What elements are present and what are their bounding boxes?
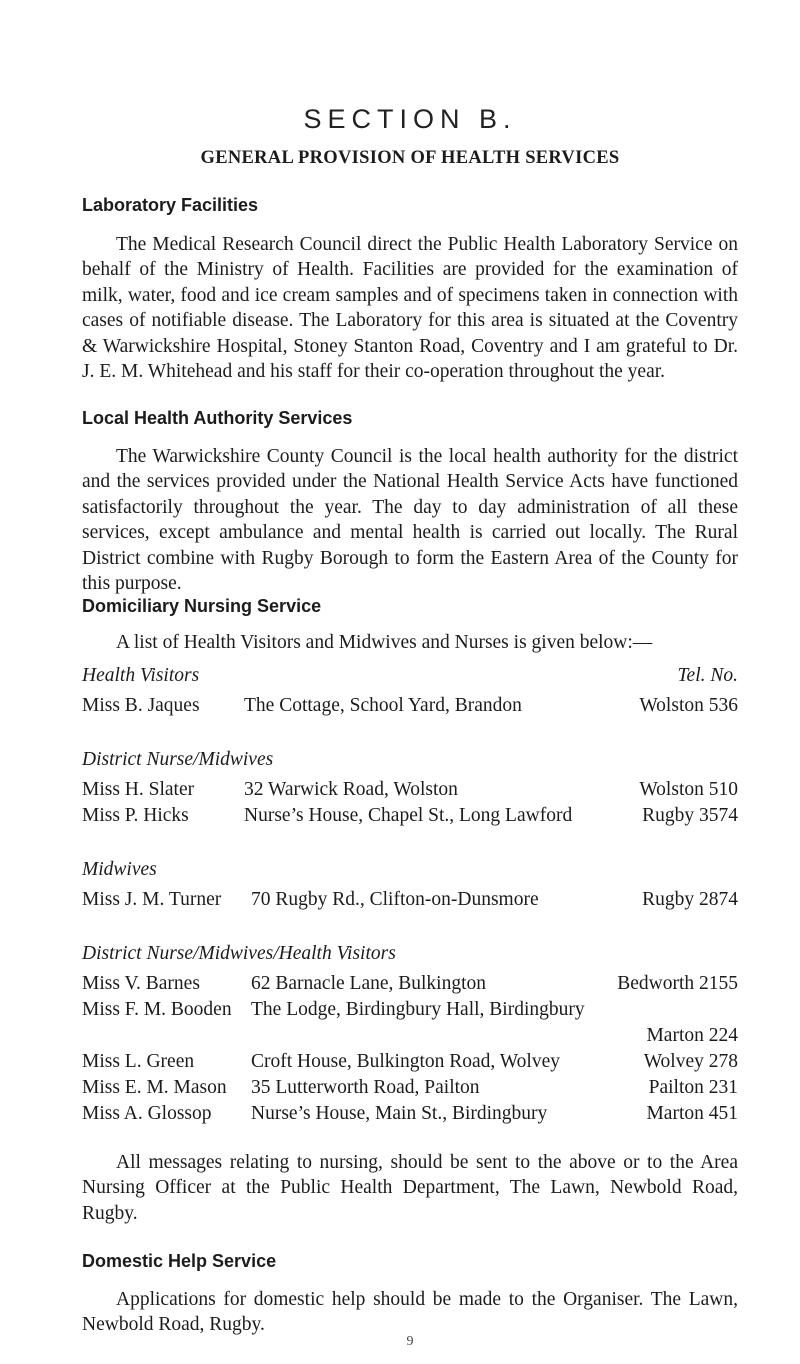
tel-column-header: Tel. No. [677, 665, 738, 686]
nurse-tel: Marton 451 [646, 1103, 738, 1124]
nurse-name: Miss A. Glossop [82, 1103, 212, 1124]
nurse-tel: Rugby 3574 [642, 805, 738, 826]
section-title: SECTION B. [303, 104, 517, 134]
nurse-name: Miss V. Barnes [82, 973, 200, 994]
lab-paragraph: The Medical Research Council direct the Public Health Laboratory Service on behalf of the Ministry of Health. Facilities are provided for the examination of milk, water, food and ice cream samples and of specimens taken in connection with cases of notifiable disease. The Laboratory for this area is situated at the Coventry & Warwickshire Hospital, Stoney Stanton Road, Coventry and I am grateful to Dr. J. E. M. Whitehead and his staff for their co-operation throughout the year. [82, 234, 738, 383]
nurse-address: 32 Warwick Road, Wolston [244, 779, 458, 800]
nurse-tel: Bedworth 2155 [617, 973, 738, 994]
table-row [82, 1103, 738, 1129]
nurse-name: Miss H. Slater [82, 779, 195, 800]
lab-heading: Laboratory Facilities [82, 195, 259, 215]
nurse-address: Nurse’s House, Chapel St., Long Lawford [244, 805, 573, 826]
nurse-address: Nurse’s House, Main St., Birdingbury [251, 1103, 548, 1124]
group-label-district-nurse-midwives: District Nurse/Midwives [82, 749, 274, 770]
local-paragraph: The Warwickshire County Council is the local health authority for the district and the services provided under the National Health Service Acts have functioned satisfactorily throughout the year. The day to day administration of all these services, except ambulance and mental health is carried out locally. The Rural District combine with Rugby Borough to form the Eastern Area of the County for this purpose. [82, 446, 738, 595]
nurse-tel: Pailton 231 [648, 1077, 738, 1098]
nurse-name: Miss F. M. Booden [82, 999, 232, 1020]
nurse-name: Miss J. M. Turner [82, 889, 222, 910]
nurse-address: The Cottage, School Yard, Brandon [244, 695, 522, 716]
nurse-address: 70 Rugby Rd., Clifton-on-Dunsmore [251, 889, 539, 910]
domiciliary-intro: A list of Health Visitors and Midwives and Nurses is given below:— [116, 632, 653, 653]
group-label-health-visitors: Health Visitors [82, 665, 200, 686]
table-row [82, 695, 738, 721]
nurse-tel: Wolston 536 [639, 695, 738, 716]
domestic-heading: Domestic Help Service [82, 1251, 277, 1271]
nurse-tel: Wolvey 278 [643, 1051, 738, 1072]
domiciliary-heading: Domiciliary Nursing Service [82, 596, 322, 616]
messages-paragraph: All messages relating to nursing, should be sent to the above or to the Area Nursing Officer at the Public Health Department, The Lawn, Newbold Road, Rugby. [82, 1152, 738, 1224]
nurse-address: The Lodge, Birdingbury Hall, Birdingbury [251, 999, 585, 1020]
domestic-paragraph: Applications for domestic help should be made to the Organiser. The Lawn, Newbold Road, Rugby. [82, 1289, 738, 1336]
nurse-address: 35 Lutterworth Road, Pailton [251, 1077, 480, 1098]
table-row [82, 805, 738, 831]
nurse-name: Miss E. M. Mason [82, 1077, 227, 1098]
table-row [82, 1077, 738, 1103]
table-row [82, 779, 738, 805]
nurse-address: 62 Barnacle Lane, Bulkington [251, 973, 487, 994]
nurse-tel: Wolston 510 [639, 779, 738, 800]
nurse-name: Miss L. Green [82, 1051, 195, 1072]
main-heading: GENERAL PROVISION OF HEALTH SERVICES [200, 148, 620, 168]
table-row [82, 973, 738, 999]
nurse-tel: Rugby 2874 [642, 889, 738, 910]
table-row [82, 999, 738, 1025]
local-heading: Local Health Authority Services [82, 408, 353, 428]
group-label-district-nurse-midwives-health-visitors: District Nurse/Midwives/Health Visitors [82, 943, 396, 964]
group-label-midwives: Midwives [82, 859, 157, 880]
health-visitors-header-row [82, 665, 738, 691]
table-row-tel-continuation [82, 1025, 738, 1051]
table-row [82, 1051, 738, 1077]
table-row [82, 889, 738, 915]
nurse-name: Miss P. Hicks [82, 805, 189, 826]
page-number: 9 [406, 1334, 414, 1349]
nurse-address: Croft House, Bulkington Road, Wolvey [251, 1051, 560, 1072]
nurse-name: Miss B. Jaques [82, 695, 200, 716]
nurse-tel: Marton 224 [646, 1025, 738, 1046]
